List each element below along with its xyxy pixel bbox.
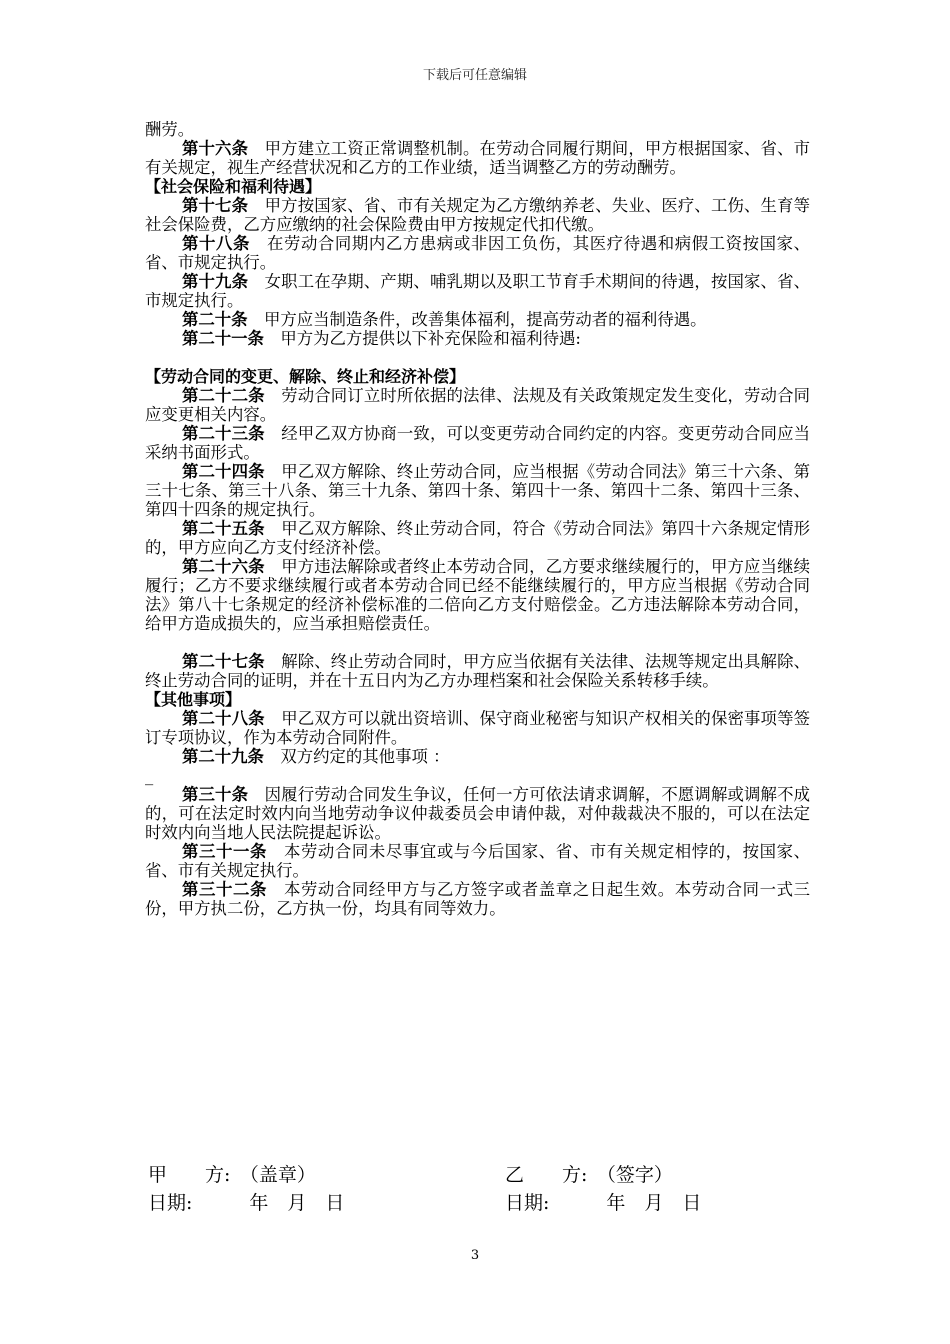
article-gap bbox=[248, 196, 265, 215]
article-paragraph bbox=[145, 785, 810, 842]
page-header: 下载后可任意编辑 bbox=[422, 68, 527, 83]
article-text: 劳动合同订立时所依据的法律、法规及有关政策规定发生变化，劳动合同应变更相关内容。 bbox=[145, 386, 811, 424]
article-gap bbox=[264, 329, 280, 348]
article-text: 解除、终止劳动合同时，甲方应当依据有关法律、法规等规定出具解除、终止劳动合同的证明，并在十五日内为乙方办理档案和社会保险关系转移手续。 bbox=[145, 652, 811, 690]
signature-party-row bbox=[148, 1162, 788, 1190]
article-number: 第十六条 bbox=[182, 139, 249, 158]
date-b-label: 日期: 年 月 日 bbox=[505, 1192, 702, 1214]
article-paragraph bbox=[145, 139, 810, 177]
article-paragraph bbox=[145, 880, 810, 918]
article-gap bbox=[248, 139, 265, 158]
article-gap bbox=[265, 462, 282, 481]
article-text: 甲方违法解除或者终止本劳动合同，乙方要求继续履行的，甲方应当继续履行；乙方不要求继续履行或者本劳动合同已经不能继续履行的，甲方应当根据《劳动合同法》第八十七条规定的经济补偿标准的二倍向乙方支付赔偿金。乙方违法解除本劳动合同，给甲方造成损失的，应当承担赔偿责任。 bbox=[145, 557, 811, 633]
section-heading: 【其他事项】 bbox=[145, 690, 242, 709]
article-paragraph bbox=[145, 709, 810, 747]
article-gap bbox=[267, 842, 284, 861]
article-paragraph bbox=[145, 272, 810, 310]
article-text: 甲方按国家、省、市有关规定为乙方缴纳养老、失业、医疗、工伤、生育等社会保险费，乙方应缴纳的社会保险费由甲方按规定代扣代缴。 bbox=[145, 196, 811, 234]
paragraph-continuation: 酬劳。 bbox=[145, 120, 195, 139]
article-text: 本劳动合同经甲方与乙方签字或者盖章之日起生效。本劳动合同一式三份，甲方执二份，乙方执一份，均具有同等效力。 bbox=[145, 880, 811, 918]
contract-body bbox=[145, 120, 810, 918]
article-paragraph bbox=[145, 557, 810, 633]
article-paragraph bbox=[145, 329, 810, 348]
party-b-label: 乙 方: （签字） bbox=[505, 1164, 673, 1186]
article-number: 第二十九条 bbox=[182, 747, 264, 766]
article-paragraph bbox=[145, 519, 810, 557]
article-text: 因履行劳动合同发生争议，任何一方可依法请求调解，不愿调解或调解不成的，可在法定时效内向当地劳动争议仲裁委员会申请仲裁，对仲裁裁决不服的，可以在法定时效内向当地人民法院提起诉讼。 bbox=[145, 785, 811, 842]
fill-line: _ bbox=[145, 766, 154, 785]
article-text: 双方约定的其他事项 ： bbox=[280, 747, 450, 766]
article-gap bbox=[267, 880, 284, 899]
article-number: 第二十五条 bbox=[182, 519, 265, 538]
section-heading: 【社会保险和福利待遇】 bbox=[145, 177, 322, 196]
article-text: 甲乙双方可以就出资培训、保守商业秘密与知识产权相关的保密事项等签订专项协议，作为本劳动合同附件。 bbox=[145, 709, 811, 747]
article-gap bbox=[265, 424, 282, 443]
article-number: 第二十六条 bbox=[182, 557, 265, 576]
article-paragraph bbox=[145, 234, 810, 272]
blank-line bbox=[145, 633, 810, 652]
article-number: 第三十一条 bbox=[182, 842, 267, 861]
article-gap bbox=[248, 272, 265, 291]
article-gap bbox=[265, 519, 282, 538]
article-text: 甲乙双方解除、终止劳动合同，应当根据《劳动合同法》第三十六条、第三十七条、第三十八条、第三十九条、第四十条、第四十一条、第四十二条、第四十三条、第四十四条的规定执行。 bbox=[145, 462, 811, 519]
party-a-label: 甲 方: （盖章） bbox=[148, 1164, 316, 1186]
article-gap bbox=[265, 709, 282, 728]
article-number: 第二十七条 bbox=[182, 652, 265, 671]
article-paragraph bbox=[145, 462, 810, 519]
article-number: 第二十八条 bbox=[182, 709, 265, 728]
article-paragraph bbox=[145, 424, 810, 462]
article-number: 第十七条 bbox=[182, 196, 249, 215]
article-text: 甲方建立工资正常调整机制。在劳动合同履行期间，甲方根据国家、省、市有关规定，视生产经营状况和乙方的工作业绩，适当调整乙方的劳动酬劳。 bbox=[145, 139, 811, 177]
page-number: 3 bbox=[470, 1248, 480, 1263]
article-number: 第十九条 bbox=[182, 272, 249, 291]
article-paragraph bbox=[145, 652, 810, 690]
article-paragraph bbox=[145, 196, 810, 234]
article-gap bbox=[248, 785, 265, 804]
signature-block bbox=[148, 1162, 788, 1218]
article-number: 第三十条 bbox=[182, 785, 249, 804]
article-number: 第二十四条 bbox=[182, 462, 265, 481]
article-gap bbox=[264, 747, 280, 766]
article-number: 第二十二条 bbox=[182, 386, 265, 405]
blank-line bbox=[145, 348, 810, 367]
article-text: 经甲乙双方协商一致，可以变更劳动合同约定的内容。变更劳动合同应当采纳书面形式。 bbox=[145, 424, 811, 462]
article-paragraph bbox=[145, 386, 810, 424]
signature-date-row bbox=[148, 1190, 788, 1218]
article-text: 甲方为乙方提供以下补充保险和福利待遇: bbox=[280, 329, 581, 348]
article-text: 本劳动合同未尽事宜或与今后国家、省、市有关规定相悖的，按国家、省、市有关规定执行。 bbox=[145, 842, 811, 880]
article-number: 第二十一条 bbox=[182, 329, 264, 348]
article-number: 第二十三条 bbox=[182, 424, 265, 443]
date-a-label: 日期: 年 月 日 bbox=[148, 1192, 345, 1214]
section-heading: 【劳动合同的变更、解除、终止和经济补偿】 bbox=[145, 367, 466, 386]
article-gap bbox=[265, 652, 282, 671]
article-text: 甲乙双方解除、终止劳动合同，符合《劳动合同法》第四十六条规定情形的，甲方应向乙方支付经济补偿。 bbox=[145, 519, 811, 557]
article-paragraph bbox=[145, 310, 810, 329]
article-paragraph bbox=[145, 747, 810, 766]
article-number: 第十八条 bbox=[182, 234, 250, 253]
article-number: 第三十二条 bbox=[182, 880, 267, 899]
article-paragraph bbox=[145, 842, 810, 880]
article-text: 女职工在孕期、产期、哺乳期以及职工节育手术期间的待遇，按国家、省、市规定执行。 bbox=[145, 272, 811, 310]
article-gap bbox=[265, 386, 282, 405]
article-text: 甲方应当制造条件，改善集体福利，提高劳动者的福利待遇。 bbox=[263, 310, 707, 329]
article-gap bbox=[248, 310, 264, 329]
article-text: 在劳动合同期内乙方患病或非因工负伤，其医疗待遇和病假工资按国家、省、市规定执行。 bbox=[145, 234, 811, 272]
article-gap bbox=[265, 557, 282, 576]
article-gap bbox=[250, 234, 267, 253]
article-number: 第二十条 bbox=[182, 310, 248, 329]
